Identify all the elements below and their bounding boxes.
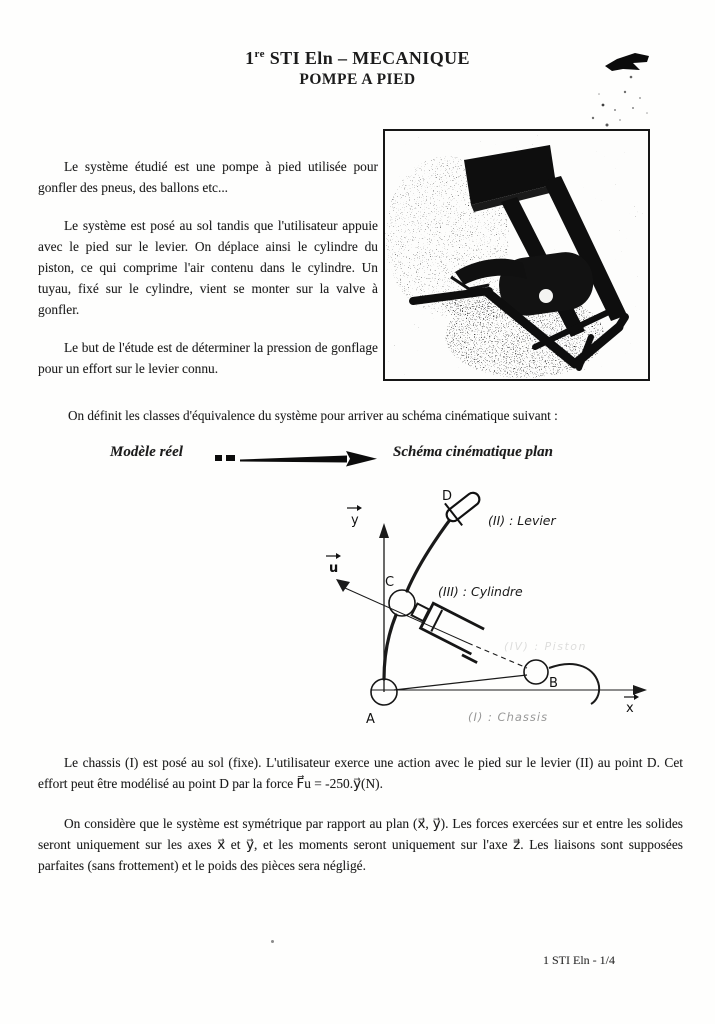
body-paragraph-symmetry: On considère que le système est symétrique par rapport au plan (x⃗, y⃗). Les forces exercées sur et entre les solides seront uniquement sur les axes x⃗ et y⃗, et les moments seront uniquement sur l'axe z⃗. Les liaisons sont supposées parfaites (sans frottement) et le poids des pièces sera négligé. (38, 816, 683, 873)
intro-paragraph-1: Le système étudié est une pompe à pied utilisée pour gonfler des pneus, des ballons etc... (38, 159, 378, 195)
pump-photo (385, 131, 648, 379)
title-superscript: re (254, 48, 265, 60)
point-label-c: C (385, 575, 395, 590)
photo-frame (383, 129, 650, 381)
title-text: STI Eln – MECANIQUE (264, 48, 470, 68)
scan-speckles (585, 80, 655, 132)
ink-blob (603, 50, 655, 82)
page-subtitle: POMPE A PIED (299, 71, 416, 88)
intro-paragraph-2: Le système est posé au sol tandis que l'utilisateur appuie avec le pied sur le levier. On déplace ainsi le cylindre du piston, ce qui comprime l'air contenu dans le cylindre. Un tuyau, fixé sur le cylindre, vient se monter sur la valve à gonfler. (38, 218, 378, 317)
part-label-levier: (II) : Levier (488, 513, 556, 528)
part-label-chassis: (I) : Chassis (468, 710, 549, 724)
transform-arrow-icon (213, 446, 383, 470)
title-number: 1 (245, 48, 255, 68)
model-reel-label: Modèle réel (110, 444, 183, 460)
point-label-a: A (366, 712, 375, 727)
stray-dot (271, 940, 274, 943)
axis-label-x: x (626, 701, 634, 716)
axis-label-u: u (329, 561, 339, 576)
schema-label: Schéma cinématique plan (393, 444, 554, 460)
part-label-cylindre: (III) : Cylindre (438, 584, 523, 599)
axis-label-y: y (351, 513, 359, 528)
point-label-d: D (442, 489, 453, 504)
part-label-piston-faint: (IV) : Piston (504, 640, 587, 653)
footer-page-ref: 1 STI Eln - 1/4 (543, 953, 615, 967)
body-paragraph-force: Le chassis (I) est posé au sol (fixe). L'utilisateur exerce une action avec le pied sur le levier (II) au point D. Cet effort peut être modélisé au point D par la force F⃗u = -250.y⃗(N). (38, 755, 683, 791)
intro-text-column (38, 156, 378, 379)
intro-paragraph-3: Le but de l'étude est de déterminer la pression de gonflage pour un effort sur le levier connu. (38, 340, 378, 376)
equivalence-line: On définit les classes d'équivalence du système pour arriver au schéma cinématique suivant : (68, 408, 558, 423)
point-label-b: B (549, 676, 558, 691)
kinematic-diagram (325, 478, 658, 730)
